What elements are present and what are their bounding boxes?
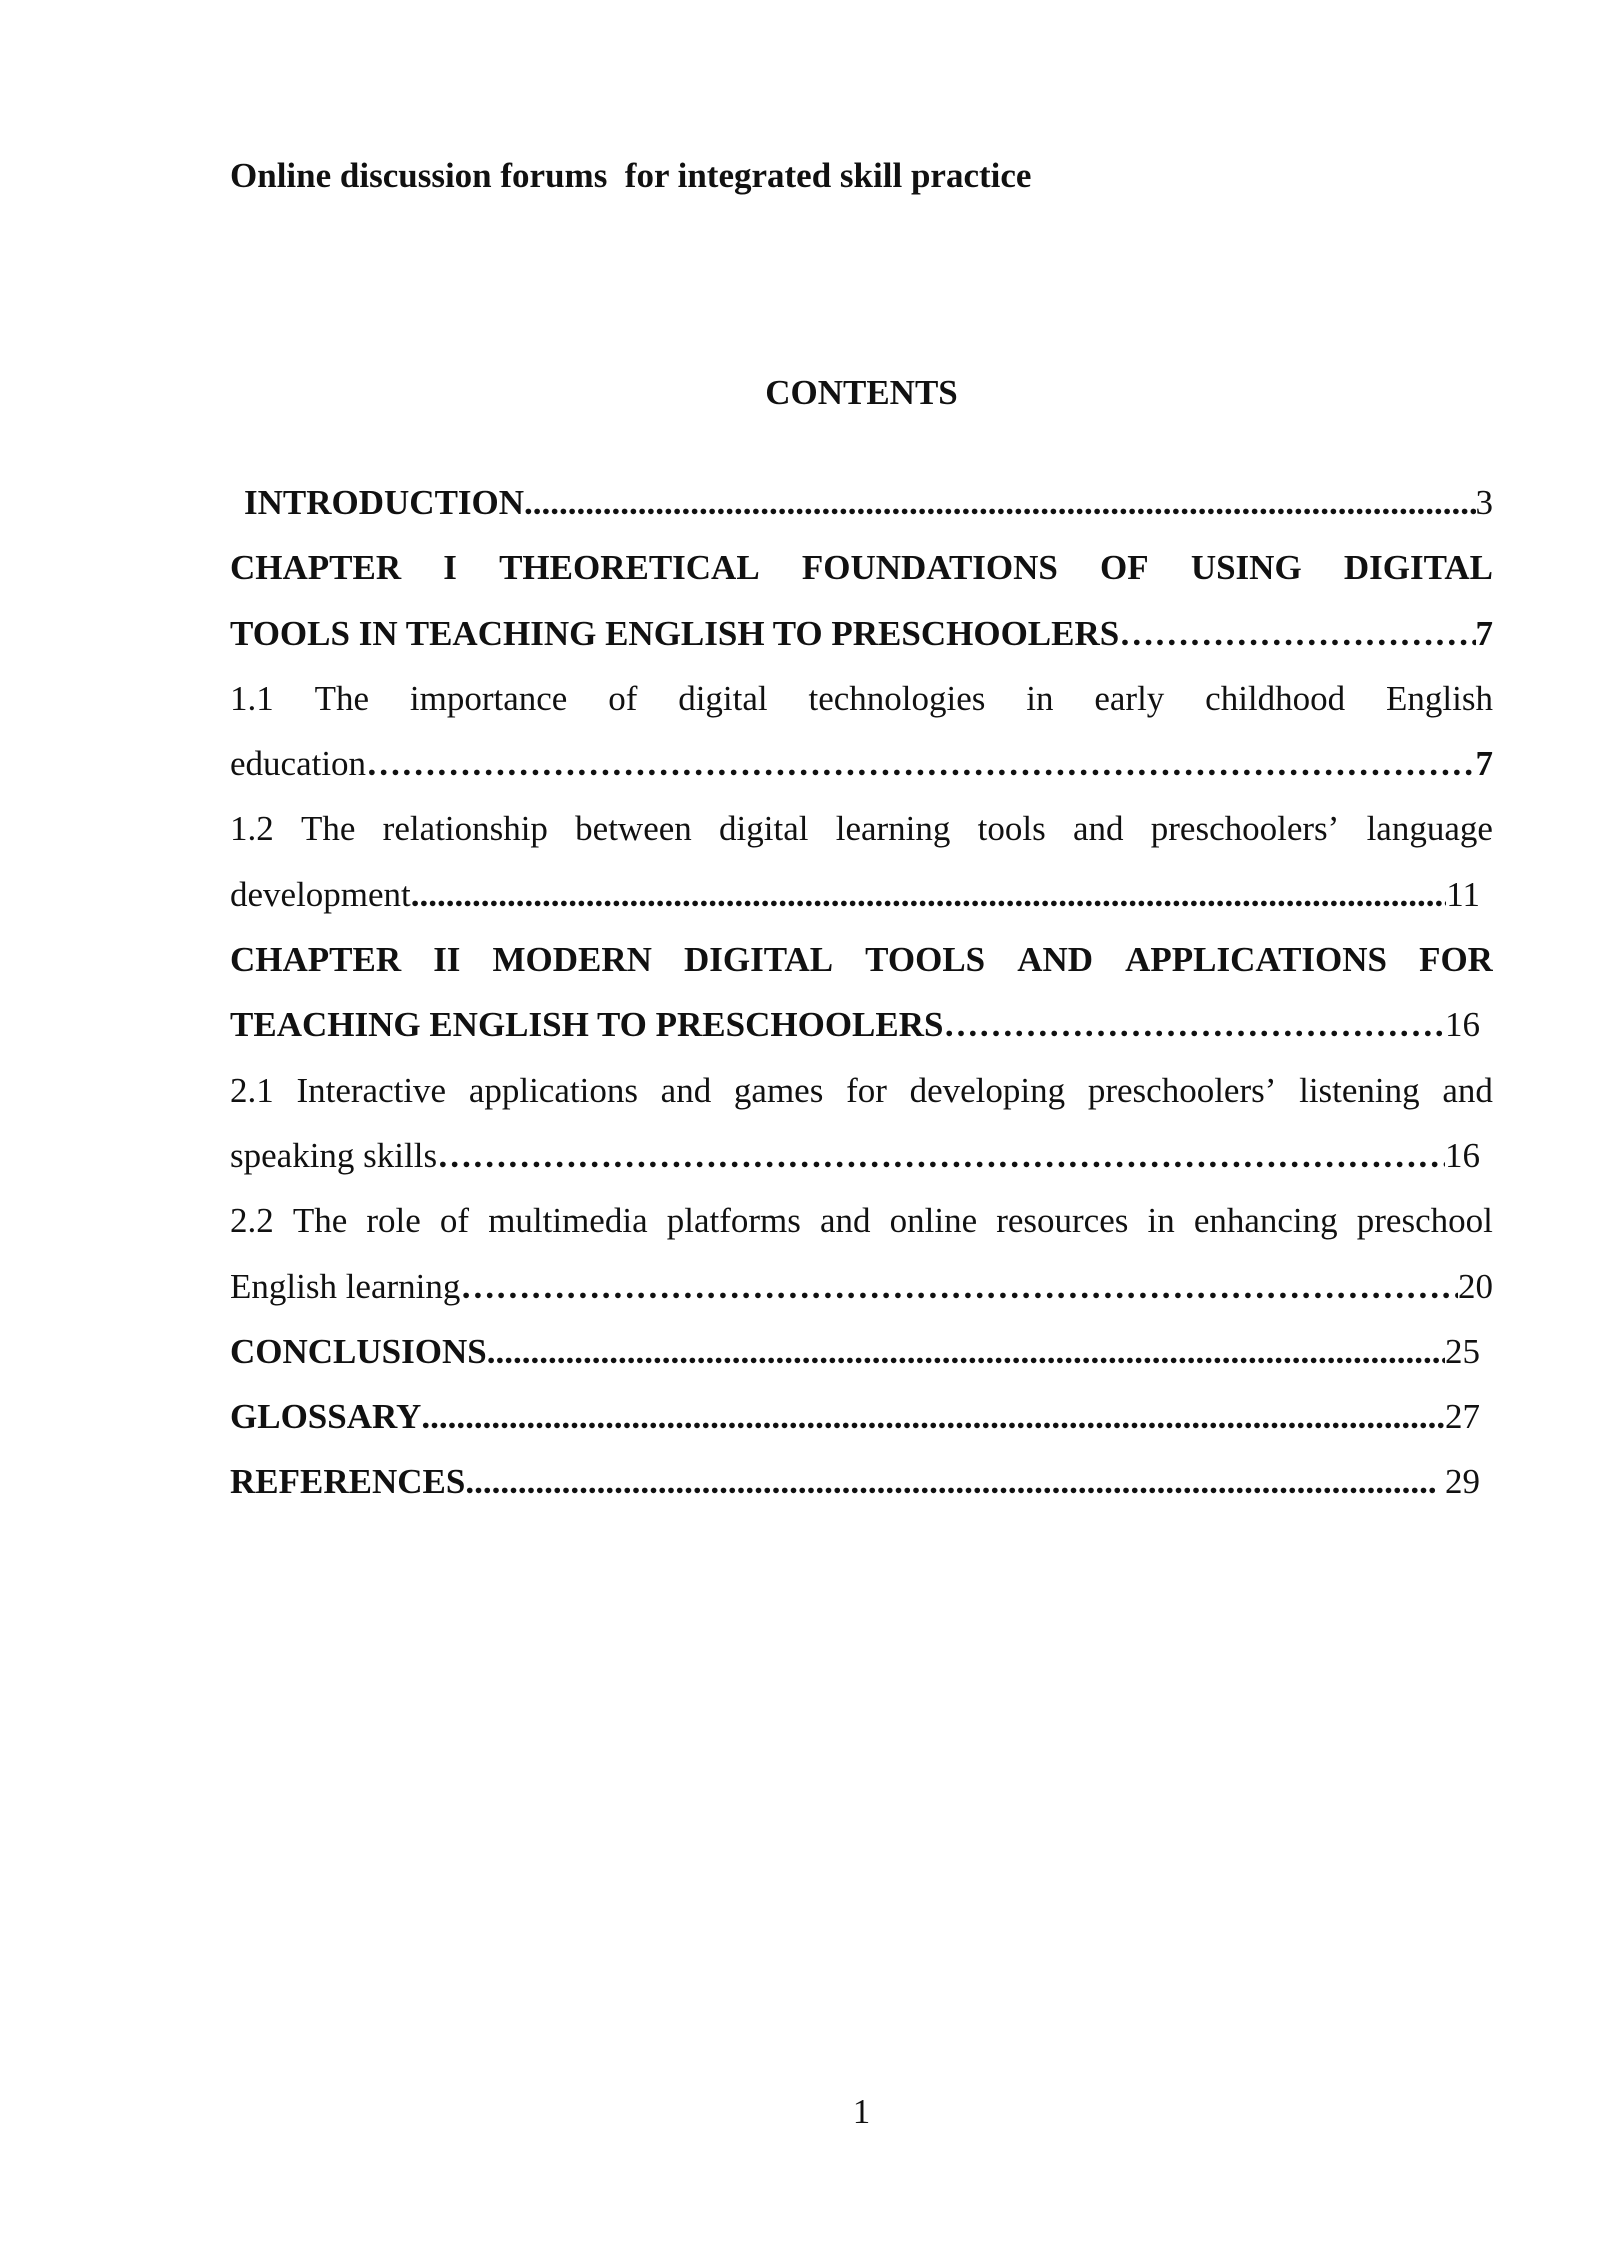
toc-word: relationship (382, 809, 548, 849)
toc-word: preschoolers’ (1087, 1070, 1277, 1110)
toc-entry-conclusions[interactable] (230, 1319, 1480, 1384)
table-of-contents (230, 470, 1493, 1515)
toc-entry-chapter-2-line-1[interactable] (230, 927, 1493, 992)
toc-word: CHAPTER (230, 548, 402, 588)
toc-word: and (660, 1070, 712, 1110)
toc-word: technologies (808, 678, 986, 718)
toc-entry-title: INTRODUCTION (244, 483, 525, 522)
toc-word: of (439, 1201, 470, 1241)
toc-word: The (292, 1201, 348, 1241)
toc-leader-dots (524, 470, 1475, 535)
toc-entry-title: English learning (230, 1266, 461, 1306)
toc-entry-title: GLOSSARY (230, 1397, 422, 1437)
toc-word: and (1442, 1070, 1493, 1110)
toc-word: 1.2 (230, 809, 274, 849)
toc-leader-dots (411, 862, 1447, 927)
toc-word: digital (678, 678, 768, 718)
toc-entry-2-1-line-2[interactable] (230, 1123, 1480, 1188)
toc-word: enhancing (1193, 1201, 1338, 1241)
toc-word: I (443, 548, 457, 588)
toc-entry-page: 20 (1458, 1266, 1493, 1306)
toc-leader-dots (460, 1254, 1458, 1319)
toc-entry-page: 7 (1475, 744, 1493, 784)
toc-word: between (575, 809, 692, 849)
toc-word: FOR (1419, 940, 1493, 980)
toc-entry-title: development (230, 874, 411, 914)
toc-word: tools (977, 809, 1046, 849)
toc-word: OF (1100, 548, 1149, 588)
toc-word: 1.1 (230, 678, 274, 718)
toc-word: USING (1190, 548, 1302, 588)
toc-entry-title: TEACHING ENGLISH TO PRESCHOOLERS (230, 1005, 944, 1045)
toc-entry-page: 29 (1436, 1462, 1480, 1502)
toc-word: digital (719, 809, 809, 849)
toc-leader-dots (1119, 601, 1475, 666)
toc-entry-title: REFERENCES (230, 1462, 466, 1502)
toc-word: DIGITAL (1343, 548, 1493, 588)
toc-word: learning (835, 809, 951, 849)
toc-entry-page: 16 (1445, 1135, 1480, 1175)
toc-word: platforms (666, 1201, 801, 1241)
toc-word: language (1366, 809, 1493, 849)
toc-word: FOUNDATIONS (801, 548, 1058, 588)
toc-word: English (1386, 678, 1493, 718)
toc-entry-title: TOOLS IN TEACHING ENGLISH TO PRESCHOOLERS (230, 613, 1120, 653)
toc-word: in (1147, 1201, 1175, 1241)
toc-entry-title: speaking skills (230, 1135, 438, 1175)
toc-entry-title: CONCLUSIONS (230, 1331, 487, 1371)
page-number: 1 (852, 2092, 871, 2131)
toc-word: for (846, 1070, 887, 1110)
toc-entry-glossary[interactable] (230, 1384, 1480, 1449)
toc-word: 2.2 (230, 1201, 274, 1241)
toc-word: of (608, 678, 638, 718)
toc-leader-dots (487, 1319, 1445, 1384)
toc-word: MODERN (492, 940, 652, 980)
toc-word: early (1094, 678, 1165, 718)
toc-leader-dots (421, 1384, 1445, 1449)
toc-leader-dots (943, 992, 1445, 1057)
toc-entry-chapter-1-line-2[interactable] (230, 601, 1493, 666)
toc-word: importance (409, 678, 568, 718)
toc-entry-references[interactable] (230, 1449, 1480, 1514)
toc-word: and (1072, 809, 1124, 849)
toc-entry-2-1-line-1[interactable] (230, 1058, 1493, 1123)
toc-word: DIGITAL (684, 940, 834, 980)
toc-word: II (433, 940, 461, 980)
toc-word: resources (996, 1201, 1129, 1241)
toc-word: and (819, 1201, 871, 1241)
toc-entry-page: 27 (1445, 1397, 1480, 1437)
toc-entry-page: 3 (1475, 483, 1493, 522)
toc-entry-1-2-line-1[interactable] (230, 796, 1493, 861)
toc-word: multimedia (488, 1201, 648, 1241)
contents-heading: CONTENTS (765, 373, 958, 412)
toc-word: Interactive (296, 1070, 447, 1110)
toc-word: developing (909, 1070, 1066, 1110)
toc-entry-1-2-line-2[interactable] (230, 862, 1480, 927)
toc-entry-page: 16 (1445, 1005, 1480, 1045)
toc-word: preschool (1356, 1201, 1493, 1241)
toc-entry-page: 25 (1445, 1331, 1480, 1371)
toc-word: in (1026, 678, 1054, 718)
toc-entry-2-2-line-2[interactable] (230, 1254, 1493, 1319)
toc-word: THEORETICAL (499, 548, 760, 588)
toc-word: 2.1 (230, 1070, 274, 1110)
toc-word: TOOLS (865, 940, 986, 980)
toc-word: APPLICATIONS (1125, 940, 1387, 980)
toc-word: games (733, 1070, 824, 1110)
toc-entry-title: education (230, 744, 367, 784)
toc-word: applications (468, 1070, 638, 1110)
toc-word: online (889, 1201, 978, 1241)
toc-word: The (301, 809, 356, 849)
toc-entry-page: 11 (1446, 874, 1480, 914)
toc-word: CHAPTER (230, 940, 402, 980)
toc-word: preschoolers’ (1150, 809, 1340, 849)
toc-leader-dots (366, 731, 1475, 796)
toc-word: AND (1017, 940, 1094, 980)
toc-entry-1-1-line-2[interactable] (230, 731, 1493, 796)
toc-word: The (314, 678, 370, 718)
toc-word: childhood (1205, 678, 1346, 718)
toc-leader-dots (465, 1449, 1436, 1514)
toc-word: role (366, 1201, 421, 1241)
toc-entry-2-2-line-1[interactable] (230, 1188, 1493, 1253)
toc-leader-dots (437, 1123, 1445, 1188)
toc-entry-1-1-line-1[interactable] (230, 666, 1493, 731)
toc-entry-introduction[interactable] (230, 470, 1493, 535)
toc-word: listening (1299, 1070, 1420, 1110)
toc-entry-page: 7 (1475, 613, 1493, 653)
toc-entry-chapter-1-line-1[interactable] (230, 535, 1493, 600)
document-title: Online discussion forums for integrated skill practice (230, 156, 1032, 195)
toc-entry-chapter-2-line-2[interactable] (230, 992, 1480, 1057)
